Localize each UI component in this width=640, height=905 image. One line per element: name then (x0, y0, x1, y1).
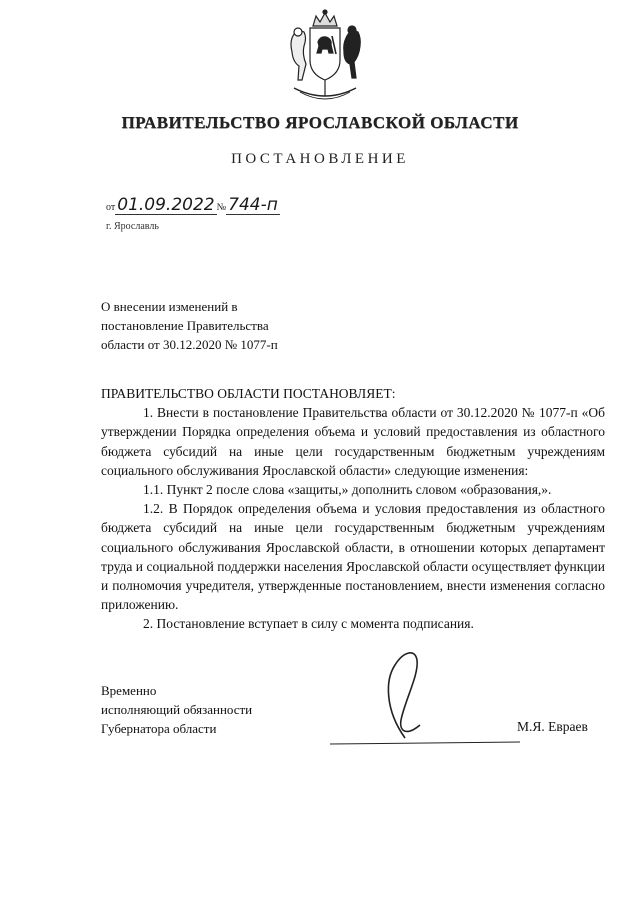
body-paragraph: 1.2. В Порядок определения объема и условия предоставления из областного бюджета субсидий на иные цели государственным бюджетным учреждениям социального обслуживания Ярославской области, в отношении которых департамент труда и социальной поддержки населения Ярославской области осуществляет функции и полномочия учредителя, утвержденные постановлением, внести изменения согласно приложению. (101, 501, 605, 613)
body-paragraph: 1. Внести в постановление Правительства области от 30.12.2020 № 1077-п «Об утверждении Порядка определения объема и условий предоставления из областного бюджета субсидий на иные цели государственным бюджетным учреждениям социального обслуживания Ярославской области» следующие изменения: (101, 405, 605, 478)
handwritten-signature (325, 640, 525, 750)
position-line: Временно (101, 683, 157, 698)
document-body (101, 384, 605, 634)
resolution-heading: ПРАВИТЕЛЬСТВО ОБЛАСТИ ПОСТАНОВЛЯЕТ: (101, 386, 396, 401)
document-type: ПОСТАНОВЛЕНИЕ (231, 151, 409, 167)
yaroslavl-coat-of-arms-icon (280, 8, 370, 108)
document-subject (101, 297, 278, 354)
date-prefix: от (106, 202, 116, 213)
position-line: Губернатора области (101, 721, 217, 736)
subject-line: области от 30.12.2020 № 1077-п (101, 337, 278, 352)
position-line: исполняющий обязанности (101, 702, 253, 717)
document-number: 744-п (228, 195, 278, 215)
signatory-position (101, 681, 252, 738)
date-number-line (106, 196, 280, 215)
subject-line: постановление Правительства (101, 318, 269, 333)
signatory-name: М.Я. Евраев (517, 719, 588, 734)
government-title: ПРАВИТЕЛЬСТВО ЯРОСЛАВСКОЙ ОБЛАСТИ (121, 113, 519, 132)
body-paragraph: 2. Постановление вступает в силу с момента подписания. (143, 616, 474, 632)
document-date: 01.09.2022 (117, 195, 215, 215)
body-paragraph: 1.1. Пункт 2 после слова «защиты,» дополнить словом «образования,». (143, 482, 552, 498)
subject-line: О внесении изменений в (101, 299, 238, 314)
number-sign: № (216, 202, 227, 213)
city: г. Ярославль (106, 221, 159, 232)
